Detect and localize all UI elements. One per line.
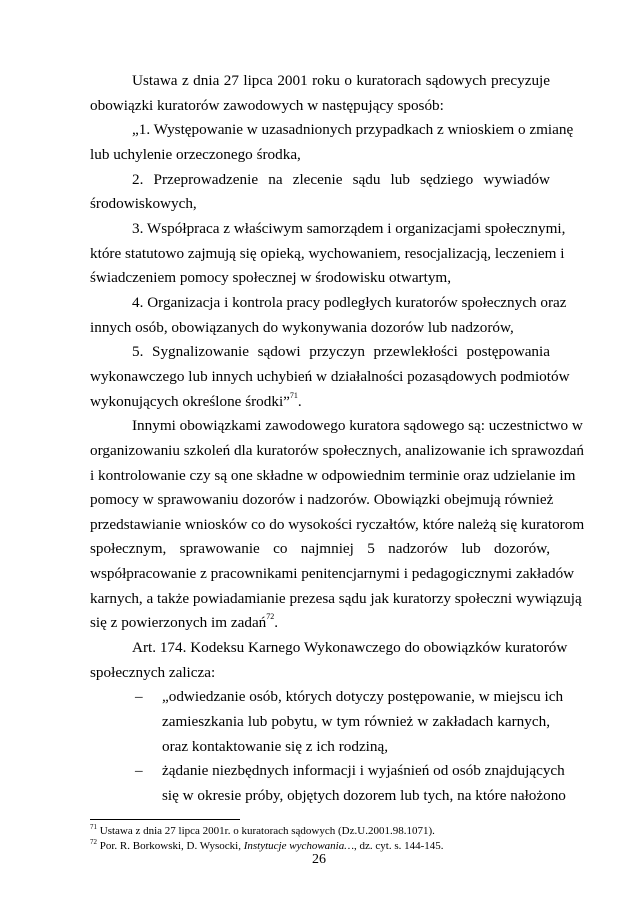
text-line: przedstawianie wniosków co do wysokości ryczałtów, które należą się kuratorom	[90, 515, 585, 533]
bullet-dash: –	[135, 762, 143, 780]
text-line: świadczeniem pomocy społecznej w środowisku otwartym,	[90, 269, 452, 287]
text-line: Ustawa z dnia 27 lipca 2001 roku o kuratorach sądowych precyzuje	[132, 72, 550, 89]
footnote-text: , dz. cyt. s. 144-145.	[354, 840, 444, 852]
text-line: społecznych zalicza:	[90, 663, 216, 681]
text-line: organizowaniu szkoleń dla kuratorów społecznych, analizowanie ich sprawozdań	[90, 441, 584, 459]
footnote-number: 72	[90, 838, 97, 846]
footnote-71	[90, 824, 435, 838]
footnote-72	[90, 839, 444, 853]
text-line: obowiązki kuratorów zawodowych w następujący sposób:	[90, 96, 444, 114]
text-line: pomocy w sprawowaniu dozorów i nadzorów. Obowiązki obejmują również	[90, 491, 554, 509]
text-line: innych osób, obowiązanych do wykonywania dozorów lub nadzorów,	[90, 318, 514, 336]
footnote-text: Por. R. Borkowski, D. Wysocki,	[99, 840, 244, 852]
footnote-ref-72[interactable]: 72	[266, 612, 275, 622]
text-line: wykonawczego lub innych uchybień w działalności pozasądowych podmiotów	[90, 367, 570, 385]
text-line: 3. Współpraca z właściwym samorządem i organizacjami społecznymi,	[132, 219, 566, 237]
text-line: współpracowanie z pracownikami penitencjarnymi i pedagogicznymi zakładów	[90, 565, 575, 583]
text-line: karnych, a także powiadamianie prezesa sądu jak kuratorzy społeczni wywiązują	[90, 589, 582, 607]
list-line: zamieszkania lub pobytu, w tym również w zakładach karnych,	[162, 713, 550, 730]
footnote-number: 71	[90, 823, 97, 831]
list-line: żądanie niezbędnych informacji i wyjaśnień od osób znajdujących	[162, 762, 565, 780]
line-text: wykonujących określone środki”	[90, 392, 290, 410]
footnote-title: Instytucje wychowania…	[243, 840, 355, 852]
text-line	[90, 390, 550, 411]
text-line	[90, 614, 550, 632]
line-text: się z powierzonych im zadań	[90, 614, 267, 632]
footnote-ref-71[interactable]: 71	[289, 390, 298, 400]
page-number: 26	[312, 852, 326, 867]
text-line: „1. Występowanie w uzasadnionych przypadkach z wnioskiem o zmianę	[132, 121, 574, 139]
footnote-rule	[90, 819, 240, 820]
text-line: i kontrolowanie czy są one składne w odpowiednim terminie oraz udzielanie im	[90, 466, 576, 484]
list-line: się w okresie próby, objętych dozorem lub tych, na które nałożono	[162, 787, 566, 804]
text-line: lub uchylenie orzeczonego środka,	[90, 146, 301, 163]
text-line: które statutowo zajmują się opieką, wychowaniem, resocjalizacją, leczeniem i	[90, 244, 565, 262]
text-line: Innymi obowiązkami zawodowego kuratora sądowego są: uczestnictwo w	[132, 417, 583, 435]
line-punct: .	[274, 614, 279, 632]
bullet-dash: –	[135, 688, 143, 706]
text-line: 5. Sygnalizowanie sądowi przyczyn przewlekłości postępowania	[132, 343, 550, 361]
line-punct: .	[297, 392, 302, 410]
text-line: Art. 174. Kodeksu Karnego Wykonawczego do obowiązków kuratorów	[132, 639, 568, 657]
text-line: 4. Organizacja i kontrola pracy podległych kuratorów społecznych oraz	[132, 293, 567, 311]
footnote-text: Ustawa z dnia 27 lipca 2001r. o kuratorach sądowych (Dz.U.2001.98.1071).	[99, 825, 435, 837]
text-line: środowiskowych,	[90, 195, 197, 213]
list-line: oraz kontaktowanie się z ich rodziną,	[162, 737, 389, 755]
list-line: „odwiedzanie osób, których dotyczy postępowanie, w miejscu ich	[162, 688, 564, 706]
text-line: społecznym, sprawowanie co najmniej 5 nadzorów lub dozorów,	[90, 540, 550, 558]
text-line: 2. Przeprowadzenie na zlecenie sądu lub sędziego wywiadów	[132, 170, 550, 188]
